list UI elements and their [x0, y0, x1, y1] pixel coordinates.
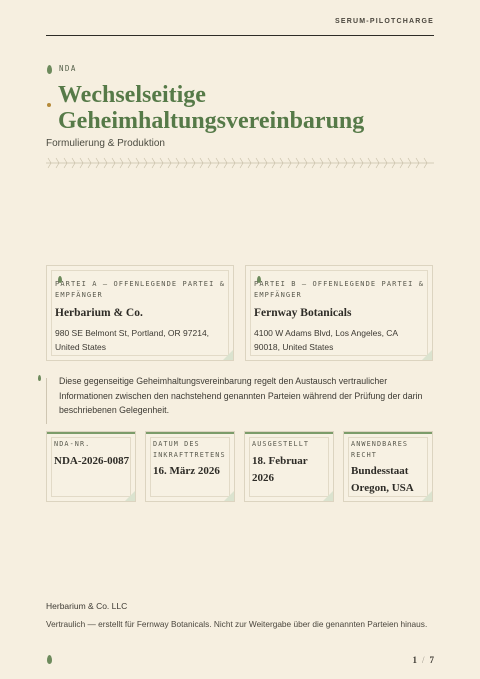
botanical-divider	[46, 155, 434, 169]
page-separator: /	[421, 655, 425, 665]
party-b-card	[245, 265, 433, 361]
page-title	[58, 82, 364, 134]
doc-eyebrow: NDA	[59, 64, 77, 73]
footer-organization: Herbarium & Co. LLC	[46, 601, 128, 611]
leaf-icon	[47, 655, 52, 664]
card-top-accent	[146, 432, 234, 434]
page-total: 7	[429, 655, 434, 665]
meta-value: 16. März 2026	[153, 465, 220, 477]
page-current: 1	[412, 655, 417, 665]
card-corner	[422, 350, 432, 360]
party-a-card	[46, 265, 234, 361]
intro-text: Diese gegenseitige Geheimhaltungsvereinbarung regelt den Austausch vertraulicher Informationen zwischen den nachstehend genannten Parteien während der Prüfung der darin beschriebenen Gelegenheit.	[59, 376, 423, 415]
party-b-label: PARTEI B — OFFENLEGENDE PARTEI & EMPFÄNGER	[254, 280, 425, 299]
meta-label: DATUM DES INKRAFTTRETENS	[153, 440, 226, 459]
card-corner	[323, 491, 333, 501]
page-subtitle: Formulierung & Produktion	[46, 138, 165, 149]
meta-value: Bundesstaat Oregon, USA	[351, 465, 414, 494]
party-a-name: Herbarium & Co.	[55, 307, 143, 319]
meta-card-effective-date	[145, 431, 235, 502]
header-tag: SERUM-PILOTCHARGE	[335, 18, 434, 25]
party-b-address: 4100 W Adams Blvd, Los Angeles, CA 90018, United States	[254, 328, 398, 352]
seed-icon	[47, 103, 51, 107]
party-b-name: Fernway Botanicals	[254, 307, 352, 319]
footer-confidentiality-note: Vertraulich — erstellt für Fernway Botanicals. Nicht zur Weitergabe über die genannten Parteien hinaus.	[46, 619, 428, 629]
card-corner	[223, 350, 233, 360]
leaf-icon	[47, 65, 52, 74]
meta-card-issued	[244, 431, 334, 502]
page-indicator	[412, 655, 434, 665]
card-corner	[422, 491, 432, 501]
party-a-address: 980 SE Belmont St, Portland, OR 97214, United States	[55, 328, 210, 352]
card-corner	[224, 491, 234, 501]
card-corner	[125, 491, 135, 501]
header-rule	[46, 35, 434, 36]
party-a-label: PARTEI A — OFFENLEGENDE PARTEI & EMPFÄNGER	[55, 280, 226, 299]
meta-label: ANWENDBARES RECHT	[351, 440, 409, 459]
meta-card-governing-law	[343, 431, 433, 502]
meta-value: 18. Februar 2026	[252, 455, 308, 484]
meta-label: AUSGESTELLT	[252, 440, 310, 448]
meta-value: NDA-2026-0087	[54, 455, 130, 467]
card-top-accent	[344, 432, 432, 434]
card-top-accent	[245, 432, 333, 434]
leaf-icon	[38, 375, 41, 381]
intro-rule	[46, 378, 47, 424]
card-top-accent	[47, 432, 135, 434]
title-line-2: Geheimhaltungsvereinbarung	[58, 108, 365, 134]
title-line-1: Wechselseitige	[58, 82, 206, 108]
meta-card-nda-number	[46, 431, 136, 502]
meta-label: NDA-NR.	[54, 440, 91, 448]
